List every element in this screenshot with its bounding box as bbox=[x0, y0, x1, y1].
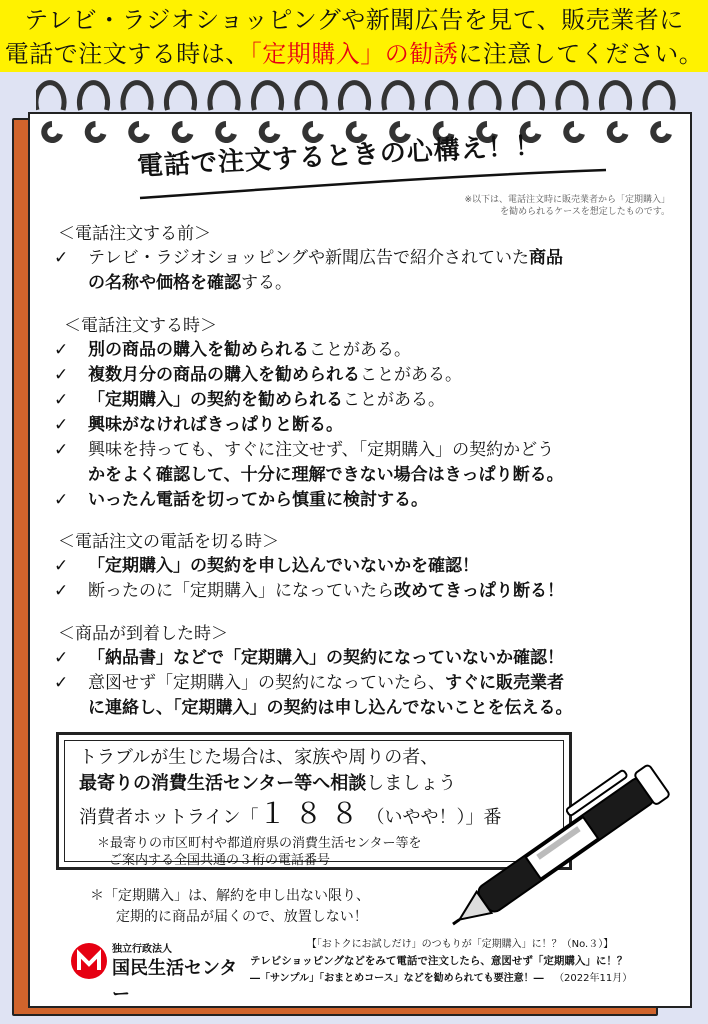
item-text-bold: の名称や価格を確認 bbox=[88, 273, 241, 293]
section-heading: ＜電話注文の電話を切る時＞ bbox=[58, 532, 279, 552]
item-text-bold: 「定期購入」の契約を申し込んでいないかを確認！ bbox=[88, 556, 479, 576]
logo-subtitle: 独立行政法人 bbox=[112, 944, 172, 955]
spiral-hole bbox=[610, 124, 626, 140]
item-text: する。 bbox=[241, 273, 292, 293]
consultation-bold: 最寄りの消費生活センター等へ相談 bbox=[79, 773, 367, 794]
check-icon: ✓ bbox=[54, 440, 69, 460]
reference-date: （2022年11月） bbox=[554, 973, 633, 984]
list-item bbox=[54, 671, 694, 721]
spiral-hole bbox=[131, 124, 147, 140]
reference-subtitle bbox=[250, 970, 670, 987]
spiral-ring bbox=[80, 83, 108, 110]
banner-line-2-pre: 電話で注文する時は、 bbox=[4, 40, 250, 68]
item-text-bold: かをよく確認して、十分に理解できない場合はきっぱり断る。 bbox=[88, 465, 564, 485]
header-banner bbox=[0, 0, 708, 72]
banner-highlight: 「定期購入」の勧誘 bbox=[249, 40, 459, 68]
spiral-ring bbox=[123, 83, 151, 110]
item-text-bold: 別の商品の購入を勧められる bbox=[88, 340, 309, 360]
pen-icon bbox=[436, 760, 696, 930]
list-item bbox=[54, 646, 694, 671]
hotline-note-2: ご案内する全国共通の３桁の電話番号 bbox=[109, 853, 331, 868]
section-arrival bbox=[54, 622, 694, 721]
organization-logo bbox=[70, 938, 240, 1005]
item-text-bold: 改めてきっぱり断る！ bbox=[394, 581, 564, 601]
check-icon: ✓ bbox=[54, 365, 69, 385]
spiral-ring bbox=[384, 83, 412, 110]
list-item bbox=[54, 554, 694, 579]
spiral-ring bbox=[297, 83, 325, 110]
check-icon: ✓ bbox=[54, 648, 69, 668]
spiral-hole bbox=[218, 124, 234, 140]
item-text: ことがある。 bbox=[360, 365, 462, 385]
item-text: 興味を持っても、すぐに注文せず、「定期購入」の契約かどう bbox=[88, 440, 555, 460]
spiral-hole bbox=[566, 124, 582, 140]
spiral-hole bbox=[262, 124, 278, 140]
spiral-ring bbox=[602, 83, 630, 110]
list-item bbox=[54, 413, 694, 438]
assumption-note-line-1: ※以下は、電話注文時に販売業者から「定期購入」 bbox=[464, 195, 670, 205]
spiral-ring bbox=[428, 83, 456, 110]
publication-reference bbox=[250, 936, 670, 987]
footnote-line-2: 定期的に商品が届くので、放置しない！ bbox=[116, 909, 368, 925]
spiral-ring bbox=[167, 83, 195, 110]
spiral-ring bbox=[36, 83, 64, 110]
check-icon: ✓ bbox=[54, 248, 69, 268]
check-icon: ✓ bbox=[54, 490, 69, 510]
check-icon: ✓ bbox=[54, 673, 69, 693]
footnote bbox=[90, 886, 370, 928]
assumption-note-line-2: を勧められるケースを想定したものです。 bbox=[500, 207, 670, 217]
item-text-bold: に連絡し、「定期購入」の契約は申し込んでないことを伝える。 bbox=[88, 698, 573, 718]
spiral-ring bbox=[340, 83, 368, 110]
list-item bbox=[54, 388, 694, 413]
list-item bbox=[54, 338, 694, 363]
reference-title: テレビショッピングなどをみて電話で注文したら、意図せず「定期購入」に！？ bbox=[250, 955, 628, 967]
item-text: ことがある。 bbox=[343, 390, 445, 410]
list-item bbox=[54, 438, 694, 488]
spiral-hole bbox=[175, 124, 191, 140]
item-text: 断ったのに「定期購入」になっていたら bbox=[88, 581, 394, 601]
check-icon: ✓ bbox=[54, 581, 69, 601]
item-text-bold: いったん電話を切ってから慎重に検討する。 bbox=[88, 490, 428, 510]
check-icon: ✓ bbox=[54, 390, 69, 410]
spiral-ring bbox=[645, 83, 673, 110]
section-heading: ＜電話注文する時＞ bbox=[64, 316, 217, 336]
item-text-bold: すぐに販売業者 bbox=[445, 673, 564, 693]
spiral-hole bbox=[88, 124, 104, 140]
consultation-line-1: トラブルが生じた場合は、家族や周りの者、 bbox=[79, 747, 439, 768]
footnote-line-1: ＊「定期購入」は、解約を申し出ない限り、 bbox=[90, 888, 370, 904]
item-text-bold: 「納品書」などで「定期購入」の契約になっていないか確認！ bbox=[88, 648, 564, 668]
hotline-number: １８８ bbox=[258, 797, 367, 830]
section-before-call bbox=[54, 222, 694, 296]
section-heading: ＜電話注文する前＞ bbox=[58, 224, 211, 244]
item-text-bold: 商品 bbox=[528, 248, 563, 268]
logo-name: 国民生活センター bbox=[112, 958, 238, 1005]
banner-line-2-post: に注意してください。 bbox=[458, 40, 704, 68]
hotline-prefix: 消費者ホットライン「 bbox=[79, 807, 259, 828]
section-during-call bbox=[54, 314, 694, 513]
spiral-ring bbox=[471, 83, 499, 110]
spiral-ring bbox=[210, 83, 238, 110]
item-text: ことがある。 bbox=[309, 340, 411, 360]
section-heading: ＜商品が到着した時＞ bbox=[58, 624, 228, 644]
check-icon: ✓ bbox=[54, 556, 69, 576]
page-title: 電話で注文するときの心構え！！ bbox=[136, 130, 543, 183]
hotline-note-1: ＊最寄りの市区町村や都道府県の消費生活センター等を bbox=[97, 836, 422, 851]
item-text-bold: 複数月分の商品の購入を勧められる bbox=[88, 365, 360, 385]
spiral-ring bbox=[558, 83, 586, 110]
list-item bbox=[54, 488, 694, 513]
logo-mark-icon bbox=[70, 942, 108, 980]
reference-subtitle-text: ―「サンプル」「おまとめコース」などを勧められても要注意！― bbox=[250, 973, 544, 984]
hotline-suffix: 」番 bbox=[465, 807, 502, 828]
consultation-normal: しましょう bbox=[366, 773, 457, 794]
item-text-bold: 興味がなければきっぱりと断る。 bbox=[88, 415, 343, 435]
check-icon: ✓ bbox=[54, 340, 69, 360]
spiral-hole bbox=[653, 124, 669, 140]
item-text: テレビ・ラジオショッピングや新聞広告で紹介されていた bbox=[88, 248, 529, 268]
list-item bbox=[54, 579, 694, 604]
item-text-bold: 「定期購入」の契約を勧められる bbox=[88, 390, 343, 410]
list-item bbox=[54, 246, 694, 296]
spiral-ring bbox=[515, 83, 543, 110]
banner-line-1: テレビ・ラジオショッピングや新聞広告を見て、販売業者に bbox=[24, 6, 684, 34]
reference-series: 【「おトクにお試しだけ」のつもりが「定期購入」に！？（No.３）】 bbox=[306, 939, 614, 950]
item-text: 意図せず「定期購入」の契約になっていたら、 bbox=[88, 673, 445, 693]
banner-line-2 bbox=[0, 37, 708, 71]
section-hangup bbox=[54, 530, 694, 604]
spiral-ring bbox=[254, 83, 282, 110]
check-icon: ✓ bbox=[54, 415, 69, 435]
spiral-hole bbox=[44, 124, 60, 140]
assumption-note bbox=[464, 194, 670, 218]
hotline-kana: （いやや！） bbox=[366, 807, 466, 828]
list-item bbox=[54, 363, 694, 388]
